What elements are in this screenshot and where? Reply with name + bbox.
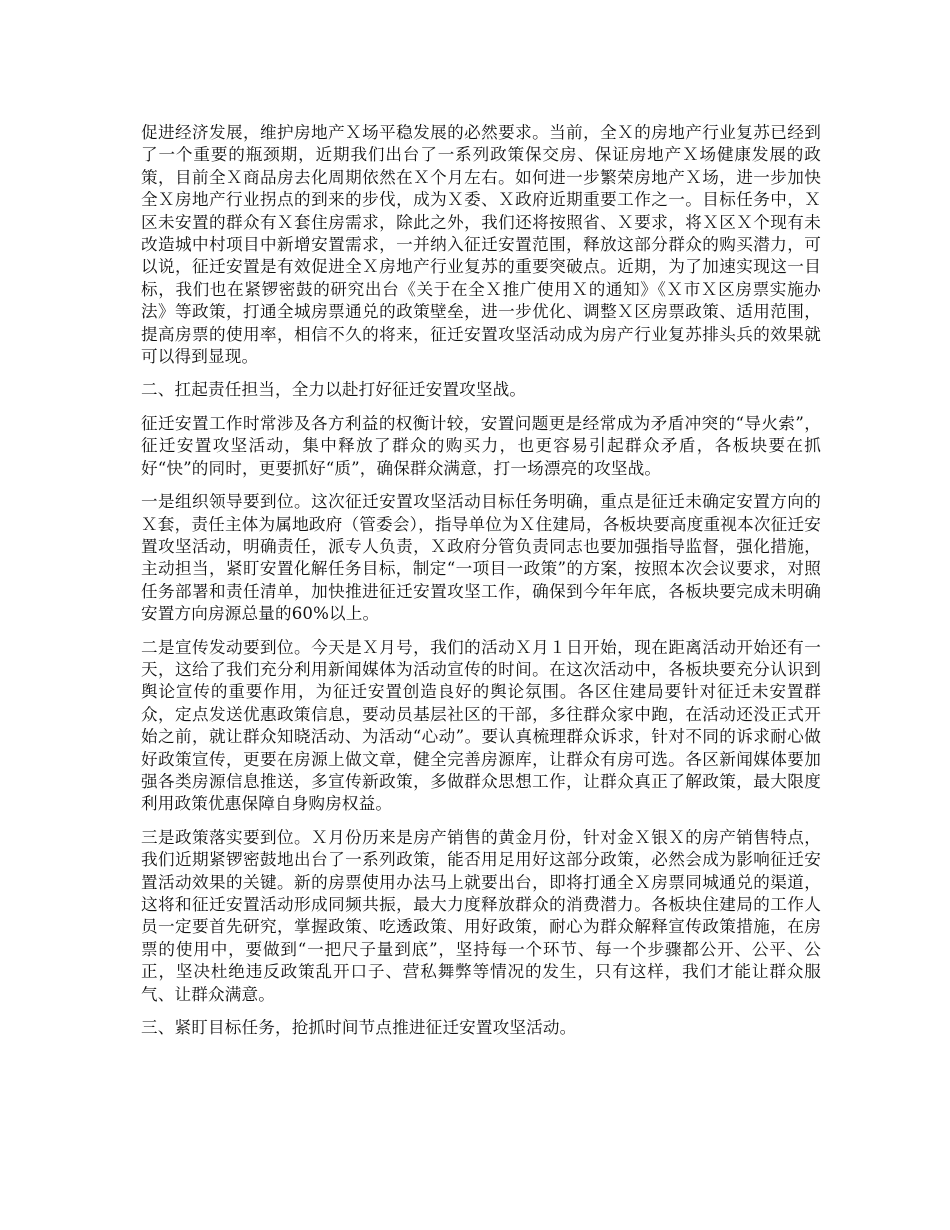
section-heading-3: 三、紧盯目标任务，抢抓时间节点推进征迁安置攻坚活动。 <box>141 1018 577 1038</box>
section-heading-2: 二、扛起责任担当，全力以赴打好征迁安置攻坚战。 <box>141 380 527 400</box>
body-paragraph-5: 三是政策落实要到位。Ｘ月份历来是房产销售的黄金月份，针对金Ｘ银Ｘ的房产销售特点，我们近期紧锣密鼓地出台了一系列政策，能否用足用好这部分政策，必然会成为影响征迁安置活动效果的关键。新的房票使用办法马上就要出台，即将打通全Ｘ房票同城通兑的渠道，这将和征迁安置活动形成同频共振，最大力度释放群众的消费潜力。各板块住建局的工作人员一定要首先研究，掌握政策、吃透政策、用好政策，耐心为群众解释宣传政策措施，在房票的使用中，要做到“一把尺子量到底”，坚持每一个环节、每一个步骤都公开、公平、公正，坚决杜绝违反政策乱开口子、营私舞弊等情况的发生，只有这样，我们才能让群众服气、让群众满意。 <box>141 827 821 1004</box>
document-page <box>141 122 821 1050</box>
body-paragraph-4: 二是宣传发动要到位。今天是Ｘ月号，我们的活动Ｘ月１日开始，现在距离活动开始还有一天，这给了我们充分利用新闻媒体为活动宣传的时间。在这次活动中，各板块要充分认识到舆论宣传的重要作用，为征迁安置创造良好的舆论氛围。各区住建局要针对征迁未安置群众，定点发送优惠政策信息，要动员基层社区的干部，多往群众家中跑，在活动还没正式开始之前，就让群众知晓活动、为活动“心动”。要认真梳理群众诉求，针对不同的诉求耐心做好政策宣传，更要在房源上做文章，健全完善房源库，让群众有房可选。各区新闻媒体要加强各类房源信息推送，多宣传新政策，多做群众思想工作，让群众真正了解政策，最大限度利用政策优惠保障自身购房权益。 <box>141 637 821 814</box>
body-paragraph-2: 征迁安置工作时常涉及各方利益的权衡计较，安置问题更是经常成为矛盾冲突的“导火索”，征迁安置攻坚活动，集中释放了群众的购买力，也更容易引起群众矛盾，各板块要在抓好“快”的同时，更要抓好“质”，确保群众满意，打一场漂亮的攻坚战。 <box>141 413 821 478</box>
body-paragraph-1: 促进经济发展，维护房地产Ｘ场平稳发展的必然要求。当前，全Ｘ的房地产行业复苏已经到了一个重要的瓶颈期，近期我们出台了一系列政策保交房、保证房地产Ｘ场健康发展的政策，目前全Ｘ商品房去化周期依然在Ｘ个月左右。如何进一步繁荣房地产Ｘ场，进一步加快全Ｘ房地产行业拐点的到来的步伐，成为Ｘ委、Ｘ政府近期重要工作之一。目标任务中，Ｘ区未安置的群众有Ｘ套住房需求，除此之外，我们还将按照省、Ｘ要求，将Ｘ区Ｘ个现有未改造城中村项目中新增安置需求，一并纳入征迁安置范围，释放这部分群众的购买潜力，可以说，征迁安置是有效促进全Ｘ房地产行业复苏的重要突破点。近期，为了加速实现这一目标，我们也在紧锣密鼓的研究出台《关于在全Ｘ推广使用Ｘ的通知》《Ｘ市Ｘ区房票实施办法》等政策，打通全城房票通兑的政策壁垒，进一步优化、调整Ｘ区房票政策、适用范围，提高房票的使用率，相信不久的将来，征迁安置攻坚活动成为房产行业复苏排头兵的效果就可以得到显现。 <box>141 123 821 367</box>
body-paragraph-3: 一是组织领导要到位。这次征迁安置攻坚活动目标任务明确，重点是征迁未确定安置方向的Ｘ套，责任主体为属地政府（管委会），指导单位为Ｘ住建局，各板块要高度重视本次征迁安置攻坚活动，明确责任，派专人负责，Ｘ政府分管负责同志也要加强指导监督，强化措施，主动担当，紧盯安置化解任务目标，制定“一项目一政策”的方案，按照本次会议要求，对照任务部署和责任清单，加快推进征迁安置攻坚工作，确保到今年年底，各板块要完成未明确安置方向房源总量的60%以上。 <box>141 492 821 624</box>
